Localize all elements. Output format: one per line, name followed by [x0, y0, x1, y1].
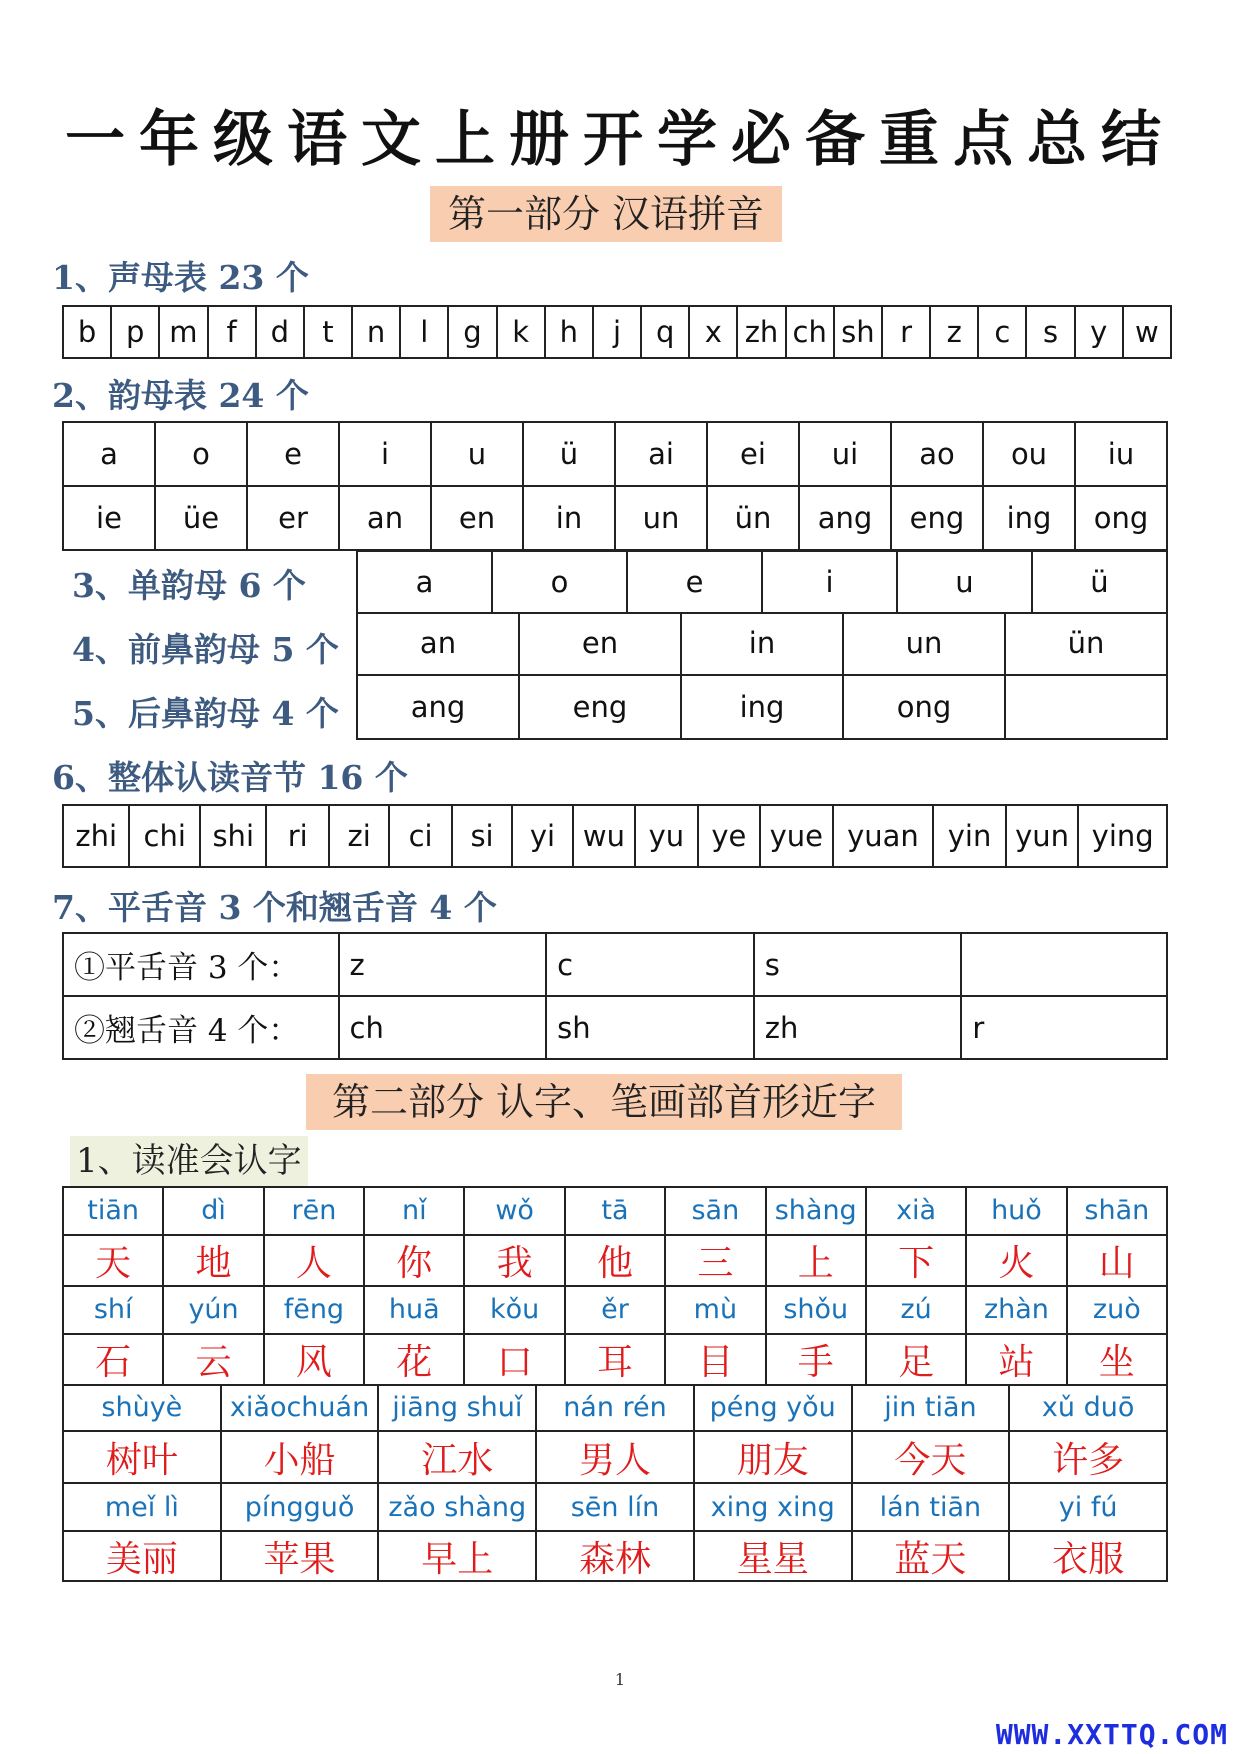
watermark: WWW.XXTTQ.COM: [995, 1718, 1228, 1751]
final-cell: ong: [1076, 487, 1168, 551]
hanzi-cell: 目: [666, 1335, 766, 1386]
initial-cell: ch: [787, 307, 835, 359]
hanzi-cell: 石: [64, 1335, 164, 1386]
pinyin-cell: zú: [867, 1287, 967, 1335]
s4-heading: 4、前鼻韵母 5 个: [72, 630, 339, 669]
pinyin-cell: yi fú: [1010, 1484, 1168, 1532]
final-cell: ang: [800, 487, 892, 551]
final-cell: an: [340, 487, 432, 551]
hanzi-cell: 足: [867, 1335, 967, 1386]
front-nasal-cell: an: [358, 612, 520, 676]
final-cell: ing: [984, 487, 1076, 551]
tongue-sound-cell: r: [962, 997, 1168, 1060]
initial-cell: x: [690, 307, 738, 359]
pinyin-cell: péng yǒu: [695, 1384, 853, 1432]
back-nasal-table: [356, 676, 1168, 740]
s7-heading: 7、平舌音 3 个和翘舌音 4 个: [52, 888, 497, 927]
hanzi-cell: 地: [164, 1236, 264, 1287]
hanzi-cell: 你: [365, 1236, 465, 1287]
hanzi-cell: 山: [1068, 1236, 1168, 1287]
final-cell: i: [340, 423, 432, 487]
back-nasal-cell: ong: [844, 676, 1006, 740]
initial-cell: k: [498, 307, 546, 359]
part2-banner: 第二部分 认字、笔画部首形近字: [306, 1074, 902, 1130]
final-cell: ei: [708, 423, 800, 487]
syllable-cell: zi: [330, 806, 390, 868]
hanzi-cell: 今天: [853, 1432, 1011, 1484]
tongue-sound-cell: sh: [547, 997, 755, 1060]
pinyin-cell: zǎo shàng: [379, 1484, 537, 1532]
s5-heading: 5、后鼻韵母 4 个: [72, 694, 339, 733]
back-nasal-cell: ing: [682, 676, 844, 740]
hanzi-cell: 坐: [1068, 1335, 1168, 1386]
initial-cell: s: [1027, 307, 1075, 359]
page-title: 一年级语文上册开学必备重点总结: [65, 105, 1175, 175]
front-nasal-table: [356, 612, 1168, 676]
final-cell: ie: [64, 487, 156, 551]
syllable-cell: yun: [1007, 806, 1080, 868]
pinyin-cell: tiān: [64, 1188, 164, 1236]
tongue-sound-cell: s: [755, 934, 963, 997]
syllable-cell: yi: [513, 806, 573, 868]
p2s1-heading: 1、读准会认字: [70, 1136, 308, 1186]
initial-cell: d: [257, 307, 305, 359]
simple-final-cell: ü: [1033, 552, 1168, 614]
initial-cell: t: [305, 307, 353, 359]
tongue-sound-cell: zh: [755, 997, 963, 1060]
hanzi-cell: 上: [767, 1236, 867, 1287]
syllable-cell: chi: [130, 806, 201, 868]
simple-final-cell: o: [493, 552, 628, 614]
initial-cell: n: [353, 307, 401, 359]
pinyin-cell: ěr: [566, 1287, 666, 1335]
pinyin-cell: wǒ: [465, 1188, 565, 1236]
whole-syllables-table: [62, 804, 1168, 868]
final-cell: ui: [800, 423, 892, 487]
hanzi-cell: 人: [265, 1236, 365, 1287]
hanzi-cell: 蓝天: [853, 1532, 1011, 1582]
syllable-cell: zhi: [64, 806, 130, 868]
hanzi-cell: 风: [265, 1335, 365, 1386]
hanzi-cell: 星星: [695, 1532, 853, 1582]
initial-cell: h: [546, 307, 594, 359]
front-nasal-cell: ün: [1006, 612, 1168, 676]
pinyin-cell: jin tiān: [853, 1384, 1011, 1432]
hanzi-cell: 男人: [537, 1432, 695, 1484]
syllable-cell: ci: [390, 806, 452, 868]
final-cell: ü: [524, 423, 616, 487]
initial-cell: b: [64, 307, 112, 359]
initial-cell: c: [979, 307, 1027, 359]
hanzi-cell: 他: [566, 1236, 666, 1287]
single-characters-table: [62, 1186, 1168, 1386]
tongue-sound-cell: c: [547, 934, 755, 997]
pinyin-cell: dì: [164, 1188, 264, 1236]
hanzi-cell: 我: [465, 1236, 565, 1287]
hanzi-cell: 天: [64, 1236, 164, 1287]
hanzi-cell: 衣服: [1010, 1532, 1168, 1582]
pinyin-cell: xiǎochuán: [222, 1384, 380, 1432]
syllable-cell: ying: [1079, 806, 1168, 868]
syllable-cell: ri: [267, 806, 329, 868]
syllable-cell: wu: [574, 806, 636, 868]
hanzi-cell: 云: [164, 1335, 264, 1386]
pinyin-cell: zhàn: [967, 1287, 1067, 1335]
back-nasal-cell: eng: [520, 676, 682, 740]
pinyin-cell: sān: [666, 1188, 766, 1236]
pinyin-cell: xǔ duō: [1010, 1384, 1168, 1432]
final-cell: a: [64, 423, 156, 487]
syllable-cell: si: [453, 806, 513, 868]
pinyin-cell: kǒu: [465, 1287, 565, 1335]
hanzi-cell: 早上: [379, 1532, 537, 1582]
final-cell: o: [156, 423, 248, 487]
word-pairs-table: [62, 1384, 1168, 1582]
initial-cell: sh: [835, 307, 883, 359]
final-cell: e: [248, 423, 340, 487]
hanzi-cell: 江水: [379, 1432, 537, 1484]
hanzi-cell: 耳: [566, 1335, 666, 1386]
simple-final-cell: i: [763, 552, 898, 614]
syllable-cell: shi: [201, 806, 267, 868]
pinyin-cell: huǒ: [967, 1188, 1067, 1236]
pinyin-cell: rēn: [265, 1188, 365, 1236]
syllable-cell: yuan: [834, 806, 935, 868]
hanzi-cell: 火: [967, 1236, 1067, 1287]
pinyin-cell: zuò: [1068, 1287, 1168, 1335]
pinyin-cell: shǒu: [767, 1287, 867, 1335]
pinyin-cell: shàng: [767, 1188, 867, 1236]
page-number: 1: [614, 1670, 626, 1689]
hanzi-cell: 许多: [1010, 1432, 1168, 1484]
initial-cell: q: [642, 307, 690, 359]
pinyin-cell: nǐ: [365, 1188, 465, 1236]
tongue-sound-cell: z: [340, 934, 548, 997]
initial-cell: p: [112, 307, 160, 359]
syllable-cell: yin: [934, 806, 1007, 868]
final-cell: ün: [708, 487, 800, 551]
final-cell: un: [616, 487, 708, 551]
hanzi-cell: 树叶: [64, 1432, 222, 1484]
tongue-row-label: ①平舌音 3 个：: [64, 934, 340, 997]
pinyin-cell: nán rén: [537, 1384, 695, 1432]
hanzi-cell: 下: [867, 1236, 967, 1287]
s3-heading: 3、单韵母 6 个: [72, 566, 306, 605]
final-cell: in: [524, 487, 616, 551]
pinyin-cell: xing xing: [695, 1484, 853, 1532]
syllable-cell: yue: [761, 806, 834, 868]
hanzi-cell: 手: [767, 1335, 867, 1386]
front-nasal-cell: un: [844, 612, 1006, 676]
syllable-cell: ye: [699, 806, 761, 868]
back-nasal-cell: [1006, 676, 1168, 740]
back-nasal-cell: ang: [358, 676, 520, 740]
pinyin-cell: píngguǒ: [222, 1484, 380, 1532]
final-cell: er: [248, 487, 340, 551]
final-cell: ou: [984, 423, 1076, 487]
initial-cell: g: [449, 307, 497, 359]
final-cell: ai: [616, 423, 708, 487]
tongue-sound-cell: ch: [340, 997, 548, 1060]
final-cell: üe: [156, 487, 248, 551]
initial-cell: l: [401, 307, 449, 359]
front-nasal-cell: in: [682, 612, 844, 676]
part1-banner: 第一部分 汉语拼音: [430, 186, 782, 242]
pinyin-cell: shùyè: [64, 1384, 222, 1432]
pinyin-cell: fēng: [265, 1287, 365, 1335]
initials-table: [62, 305, 1172, 359]
finals-table: [62, 421, 1168, 551]
simple-final-cell: e: [628, 552, 763, 614]
final-cell: ao: [892, 423, 984, 487]
pinyin-cell: xià: [867, 1188, 967, 1236]
initial-cell: j: [594, 307, 642, 359]
hanzi-cell: 口: [465, 1335, 565, 1386]
hanzi-cell: 站: [967, 1335, 1067, 1386]
pinyin-cell: jiāng shuǐ: [379, 1384, 537, 1432]
tongue-sounds-table: [62, 932, 1168, 1060]
pinyin-cell: mù: [666, 1287, 766, 1335]
pinyin-cell: meǐ lì: [64, 1484, 222, 1532]
final-cell: u: [432, 423, 524, 487]
simple-final-cell: u: [898, 552, 1033, 614]
initial-cell: y: [1076, 307, 1124, 359]
initial-cell: r: [883, 307, 931, 359]
tongue-row-label: ②翘舌音 4 个：: [64, 997, 340, 1060]
simple-finals-table: [356, 550, 1168, 614]
pinyin-cell: huā: [365, 1287, 465, 1335]
final-cell: eng: [892, 487, 984, 551]
hanzi-cell: 美丽: [64, 1532, 222, 1582]
pinyin-cell: lán tiān: [853, 1484, 1011, 1532]
pinyin-cell: tā: [566, 1188, 666, 1236]
initial-cell: zh: [738, 307, 786, 359]
s1-heading: 1、声母表 23 个: [52, 258, 309, 297]
final-cell: iu: [1076, 423, 1168, 487]
hanzi-cell: 小船: [222, 1432, 380, 1484]
initial-cell: f: [209, 307, 257, 359]
tongue-sound-cell: [962, 934, 1168, 997]
pinyin-cell: yún: [164, 1287, 264, 1335]
hanzi-cell: 朋友: [695, 1432, 853, 1484]
syllable-cell: yu: [636, 806, 698, 868]
s6-heading: 6、整体认读音节 16 个: [52, 758, 408, 797]
front-nasal-cell: en: [520, 612, 682, 676]
initial-cell: w: [1124, 307, 1172, 359]
hanzi-cell: 苹果: [222, 1532, 380, 1582]
initial-cell: z: [931, 307, 979, 359]
final-cell: en: [432, 487, 524, 551]
hanzi-cell: 森林: [537, 1532, 695, 1582]
pinyin-cell: shān: [1068, 1188, 1168, 1236]
simple-final-cell: a: [358, 552, 493, 614]
hanzi-cell: 三: [666, 1236, 766, 1287]
pinyin-cell: shí: [64, 1287, 164, 1335]
initial-cell: m: [160, 307, 208, 359]
s2-heading: 2、韵母表 24 个: [52, 376, 309, 415]
hanzi-cell: 花: [365, 1335, 465, 1386]
pinyin-cell: sēn lín: [537, 1484, 695, 1532]
